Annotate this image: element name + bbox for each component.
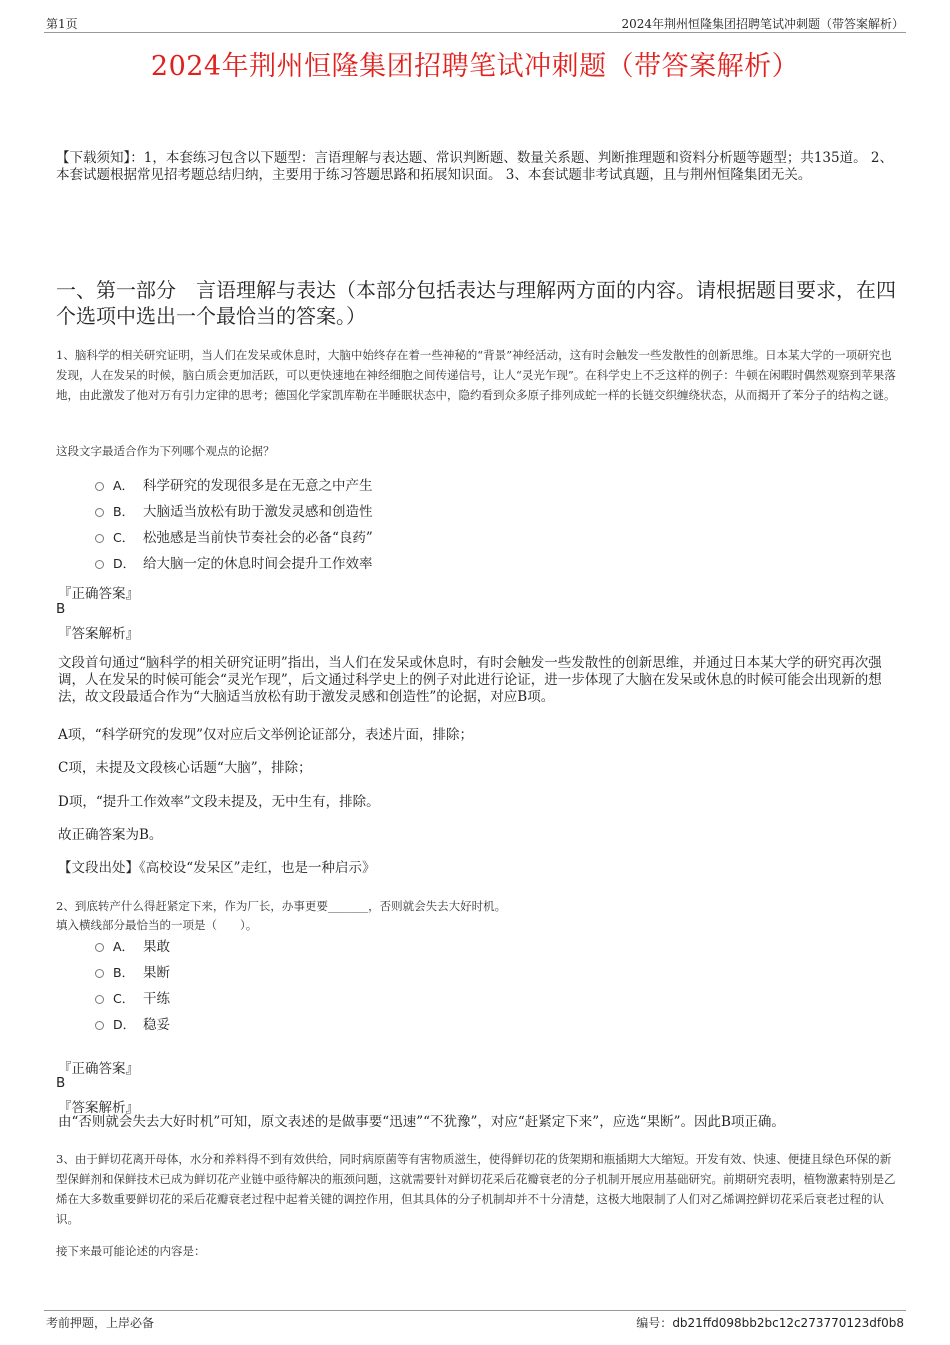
question-2-stem: 2、到底转产什么得赶紧定下来，作为厂长，办事更要_______，否则就会失去大好时机。 bbox=[56, 899, 507, 913]
option-text: 给大脑一定的休息时间会提升工作效率 bbox=[143, 556, 373, 572]
question-1-analysis-d: D项，“提升工作效率”文段未提及，无中生有，排除。 bbox=[58, 794, 380, 810]
radio-icon[interactable] bbox=[95, 1021, 104, 1030]
question-2-analysis: 由“否则就会失去大好时机”可知，原文表述的是做事要“迅速”“不犹豫”，对应“赶紧定下来”，应选“果断”。因此B项正确。 bbox=[58, 1114, 785, 1130]
footer-code-value: db21ffd098bb2bc12c273770123df0b8 bbox=[672, 1316, 904, 1330]
option-letter: B． bbox=[113, 504, 135, 519]
radio-icon[interactable] bbox=[95, 943, 104, 952]
option-text: 科学研究的发现很多是在无意之中产生 bbox=[143, 478, 373, 494]
option-letter: D． bbox=[113, 556, 136, 571]
question-1-stem: 1、脑科学的相关研究证明，当人们在发呆或休息时，大脑中始终存在着一些神秘的“背景”神经活动，这有时会触发一些发散性的创新思维。日本某大学的一项研究也发现，人在发呆的时候，脑白质会更加活跃，可以更快速地在神经细胞之间传递信号，让人“灵光乍现”。在科学史上不乏这样的例子：牛顿在闲暇时偶然观察到苹果落地，由此激发了他对万有引力定律的思考；德国化学家凯库勒在半睡眠状态中，隐约看到众多原子排列成蛇一样的长链交织缠绕状态，从而揭开了苯分子的结构之谜。 bbox=[56, 348, 896, 402]
question-2-option-b[interactable] bbox=[95, 963, 170, 983]
option-letter: A． bbox=[113, 939, 135, 954]
question-1-analysis-c: C项，未提及文段核心话题“大脑”，排除； bbox=[58, 760, 312, 776]
option-letter: C． bbox=[113, 530, 135, 545]
question-1-analysis-label: 『答案解析』 bbox=[58, 626, 139, 642]
question-2-answer-label: 『正确答案』 bbox=[58, 1061, 139, 1077]
footer-slogan: 考前押题，上岸必备 bbox=[46, 1316, 155, 1330]
question-2-prompt: 填入横线部分最恰当的一项是（ ）。 bbox=[56, 918, 258, 932]
footer-divider bbox=[44, 1310, 906, 1311]
radio-icon[interactable] bbox=[95, 969, 104, 978]
document-title: 2024年荆州恒隆集团招聘笔试冲刺题（带答案解析） bbox=[150, 51, 800, 82]
option-letter: C． bbox=[113, 991, 135, 1006]
radio-icon[interactable] bbox=[95, 995, 104, 1004]
radio-icon[interactable] bbox=[95, 560, 104, 569]
option-letter: A． bbox=[113, 478, 135, 493]
question-1-analysis-main: 文段首句通过“脑科学的相关研究证明”指出，当人们在发呆或休息时，有时会触发一些发散性的创新思维，并通过日本某大学的研究再次强调，人在发呆的时候可能会“灵光乍现”，后文通过科学史上的例子对此进行论证，进一步体现了大脑在发呆或休息的时候可能会出现新的想法，故文段最适合作为“大脑适当放松有助于激发灵感和创造性”的论据，对应B项。 bbox=[58, 655, 882, 705]
question-1-prompt: 这段文字最适合作为下列哪个观点的论据？ bbox=[56, 444, 275, 458]
question-2-option-a[interactable] bbox=[95, 937, 170, 957]
question-1-option-a[interactable] bbox=[95, 476, 373, 496]
download-notice: 【下载须知】：1，本套练习包含以下题型：言语理解与表达题、常识判断题、数量关系题、判断推理题和资料分析题等题型；共135道。 2、本套试题根据常见招考题总结归纳，主要用于练习答题思路和拓展知识面。 3、本套试题非考试真题，且与荆州恒隆集团无关。 bbox=[56, 150, 893, 183]
question-2-answer: B bbox=[56, 1075, 66, 1091]
question-1-answer-label: 『正确答案』 bbox=[58, 586, 139, 602]
question-3-prompt: 接下来最可能论述的内容是： bbox=[56, 1244, 206, 1258]
option-letter: D． bbox=[113, 1017, 136, 1032]
option-text: 稳妥 bbox=[143, 1017, 170, 1033]
option-text: 果断 bbox=[143, 965, 170, 981]
question-1-analysis-conclusion: 故正确答案为B。 bbox=[58, 827, 163, 843]
page-number: 第1页 bbox=[46, 17, 78, 31]
question-2-option-c[interactable] bbox=[95, 989, 170, 1009]
question-1-option-c[interactable] bbox=[95, 528, 373, 548]
question-1-option-b[interactable] bbox=[95, 502, 373, 522]
question-1-option-d[interactable] bbox=[95, 554, 373, 574]
question-1-source: 【文段出处】《高校设“发呆区”走红，也是一种启示》 bbox=[58, 860, 376, 876]
footer-code-label: 编号： bbox=[636, 1316, 673, 1330]
section-heading: 一、第一部分 言语理解与表达（本部分包括表达与理解两方面的内容。请根据题目要求，在四个选项中选出一个最恰当的答案。） bbox=[56, 278, 896, 328]
option-text: 干练 bbox=[143, 991, 170, 1007]
radio-icon[interactable] bbox=[95, 508, 104, 517]
header-divider bbox=[44, 32, 906, 33]
question-1-analysis-a: A项，“科学研究的发现”仅对应后文举例论证部分，表述片面，排除； bbox=[58, 727, 474, 743]
radio-icon[interactable] bbox=[95, 482, 104, 491]
question-2-option-d[interactable] bbox=[95, 1015, 170, 1035]
option-text: 果敢 bbox=[143, 939, 170, 955]
option-text: 松弛感是当前快节奏社会的必备“良药” bbox=[143, 530, 373, 546]
question-3-stem: 3、由于鲜切花离开母体，水分和养料得不到有效供给，同时病原菌等有害物质滋生，使得鲜切花的货架期和瓶插期大大缩短。开发有效、快速、便捷且绿色环保的新型保鲜剂和保鲜技术已成为鲜切花产业链中亟待解决的瓶颈问题，这就需要针对鲜切花采后花瓣衰老的分子机制开展应用基础研究。前期研究表明，植物激素特别是乙烯在大多数重要鲜切花的采后花瓣衰老过程中起着关键的调控作用，但其具体的分子机制却并不十分清楚，这极大地限制了人们对乙烯调控鲜切花采后衰老过程的认识。 bbox=[56, 1152, 896, 1226]
option-text: 大脑适当放松有助于激发灵感和创造性 bbox=[143, 504, 373, 520]
radio-icon[interactable] bbox=[95, 534, 104, 543]
running-header-title: 2024年荆州恒隆集团招聘笔试冲刺题（带答案解析） bbox=[621, 17, 904, 31]
footer-code bbox=[636, 1314, 904, 1331]
question-1-answer: B bbox=[56, 601, 66, 617]
option-letter: B． bbox=[113, 965, 135, 980]
question-2-analysis-label: 『答案解析』 bbox=[58, 1100, 139, 1116]
